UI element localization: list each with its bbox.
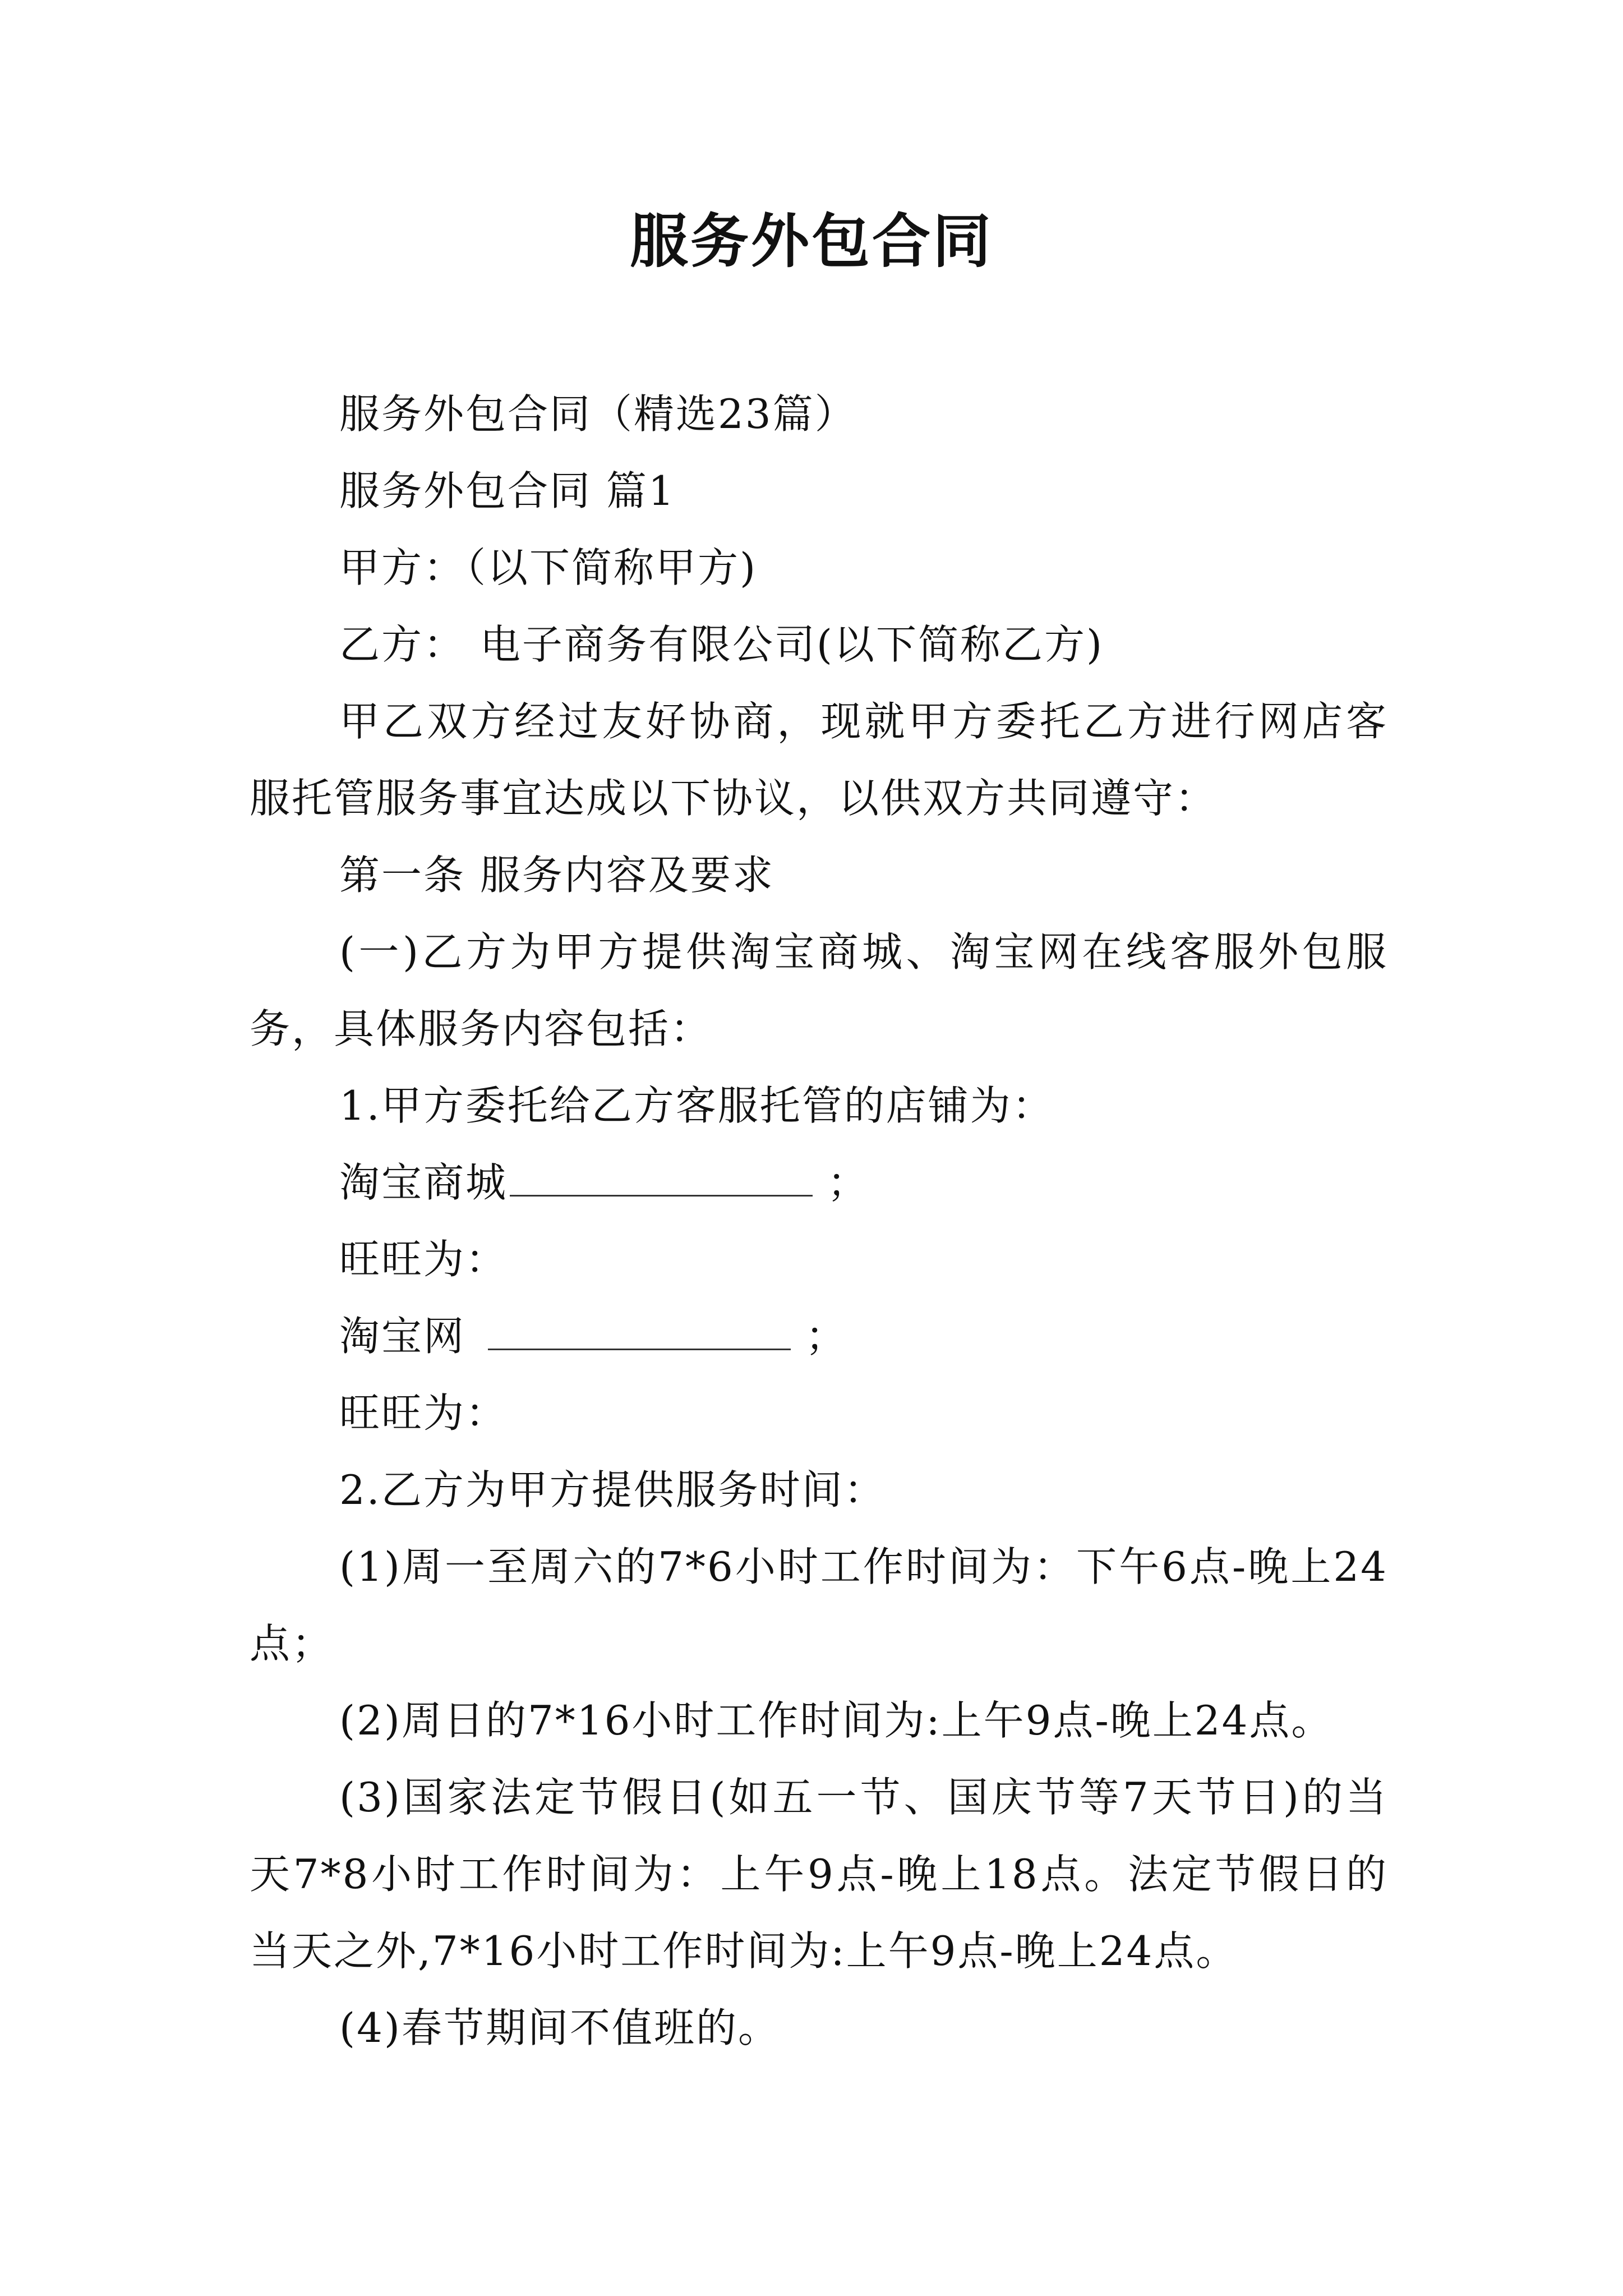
- document-body: [250, 376, 1388, 2067]
- tmall-label: 淘宝商城: [339, 1159, 508, 1206]
- time-paragraph-1: (1)周一至周六的7*6小时工作时间为：下午6点-晚上24点；: [250, 1543, 1388, 1667]
- tmall-suffix: ；: [827, 1159, 870, 1206]
- document-subtitle: 服务外包合同（精选23篇）: [339, 390, 857, 438]
- tmall-blank-field: [510, 1151, 813, 1197]
- intro-paragraph: 甲乙双方经过友好协商，现就甲方委托乙方进行网店客服托管服务事宜达成以下协议，以供双方共同遵守：: [250, 698, 1388, 822]
- time-paragraph-2: (2)周日的7*16小时工作时间为:上午9点-晚上24点。: [339, 1697, 1334, 1744]
- time-paragraph-4: (4)春节期间不值班的。: [339, 2004, 780, 2051]
- document-title: 服务外包合同: [629, 207, 993, 275]
- item-1-paragraph: (一)乙方为甲方提供淘宝商城、淘宝网在线客服外包服务，具体服务内容包括：: [250, 928, 1388, 1052]
- party-b-line: 乙方： 电子商务有限公司(以下简称乙方): [339, 621, 1104, 668]
- party-a-line: 甲方：（以下简称甲方): [339, 544, 758, 591]
- section-heading: 服务外包合同 篇1: [339, 467, 676, 514]
- wangwang-line-1: 旺旺为：: [339, 1236, 508, 1283]
- article-1-heading: 第一条 服务内容及要求: [339, 852, 774, 899]
- time-paragraph-3: (3)国家法定节假日(如五一节、国庆节等7天节日)的当天7*8小时工作时间为：上午9点-晚上18点。法定节假日的当天之外,7*16小时工作时间为:上午9点-晚上24点。: [250, 1774, 1388, 1975]
- item-1-1-paragraph: 1.甲方委托给乙方客服托管的店铺为：: [339, 1082, 1054, 1129]
- item-1-2-paragraph: 2.乙方为甲方提供服务时间：: [339, 1466, 886, 1513]
- taobao-store-line: [250, 1298, 1388, 1375]
- taobao-suffix: ；: [805, 1313, 848, 1360]
- taobao-label: 淘宝网: [339, 1313, 466, 1360]
- tmall-store-line: [250, 1144, 1388, 1221]
- wangwang-line-2: 旺旺为：: [339, 1389, 508, 1437]
- taobao-blank-field: [488, 1305, 791, 1350]
